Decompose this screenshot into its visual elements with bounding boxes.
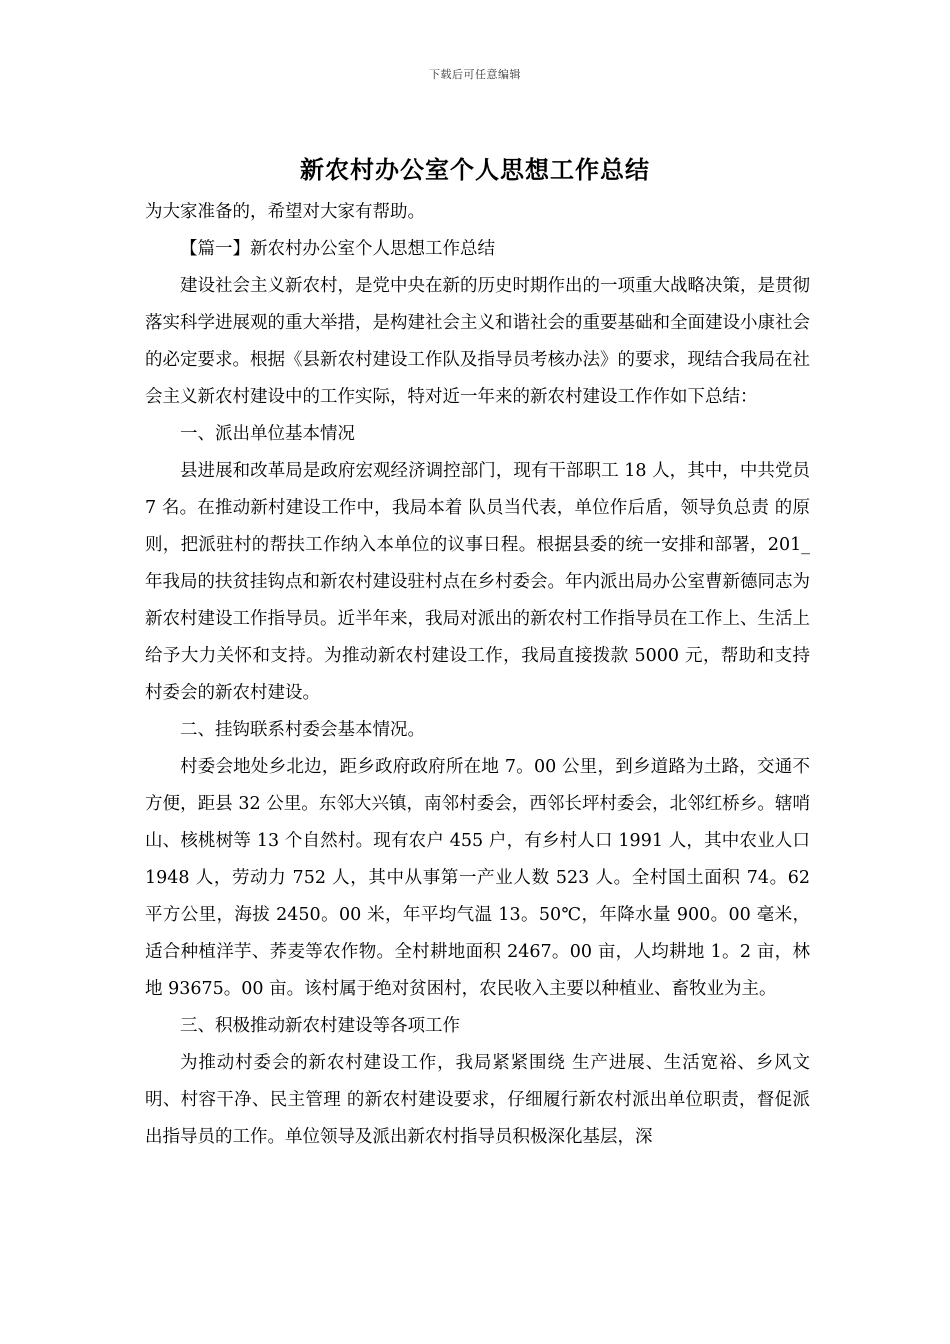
section-heading: 二、挂钩联系村委会基本情况。 — [180, 720, 425, 740]
paragraph: 村委会地处乡北边，距乡政府政府所在地 7。00 公里，到乡道路为土路，交通不方便，距县 32 公里。东邻大兴镇，南邻村委会，西邻长坪村委会，北邻红桥乡。辖哨山、核桃树等 13 个自然村。现有农户 455 户，有乡村人口 1991 人，其中农业人口 1948 人，劳动力 752 人，其中从事第一产业人数 523 人。全村国土面积 74。62 平方公里，海拔 2450。00 米，年平均气温 13。50℃，年降水量 900。00 毫米，适合种植洋芋、荞麦等农作物。全村耕地面积 2467。00 亩，人均耕地 1。2 亩，林地 93675。00 亩。该村属于绝对贫困村，农民收入主要以种植业、畜牧业为主。 — [145, 757, 810, 999]
paragraph: 建设社会主义新农村，是党中央在新的历史时期作出的一项重大战略决策，是贯彻落实科学进展观的重大举措，是构建社会主义和谐社会的重要基础和全面建设小康社会的必定要求。根据《县新农村建设工作队及指导员考核办法》的要求，现结合我局在社会主义新农村建设中的工作实际，特对近一年来的新农村建设工作作如下总结： — [145, 276, 810, 407]
page-title: 新农村办公室个人思想工作总结 — [300, 155, 650, 184]
section-heading-part-one: 【篇一】新农村办公室个人思想工作总结 — [180, 239, 495, 259]
paragraph: 为推动村委会的新农村建设工作，我局紧紧围绕 生产进展、生活宽裕、乡风文明、村容干净、民主管理 的新农村建设要求，仔细履行新农村派出单位职责，督促派出指导员的工作。单位领导及派出新农村指导员积极深化基层，深 — [145, 1053, 810, 1147]
header-note: 下载后可任意编辑 — [429, 68, 521, 81]
section-heading: 一、派出单位基本情况 — [180, 424, 355, 444]
section-heading: 三、积极推动新农村建设等各项工作 — [180, 1016, 460, 1036]
paragraph: 县进展和改革局是政府宏观经济调控部门，现有干部职工 18 人，其中，中共党员 7 名。在推动新村建设工作中，我局本着 队员当代表，单位作后盾，领导负总责 的原则，把派驻村的帮扶工作纳入本单位的议事日程。根据县委的统一安排和部署，201_年我局的扶贫挂钩点和新农村建设驻村点在乡村委会。年内派出局办公室曹新德同志为新农村建设工作指导员。近半年来，我局对派出的新农村工作指导员在工作上、生活上给予大力关怀和支持。为推动新农村建设工作，我局直接拨款 5000 元，帮助和支持村委会的新农村建设。 — [145, 461, 810, 703]
document-body — [145, 194, 810, 1156]
paragraph-intro: 为大家准备的，希望对大家有帮助。 — [145, 202, 425, 222]
